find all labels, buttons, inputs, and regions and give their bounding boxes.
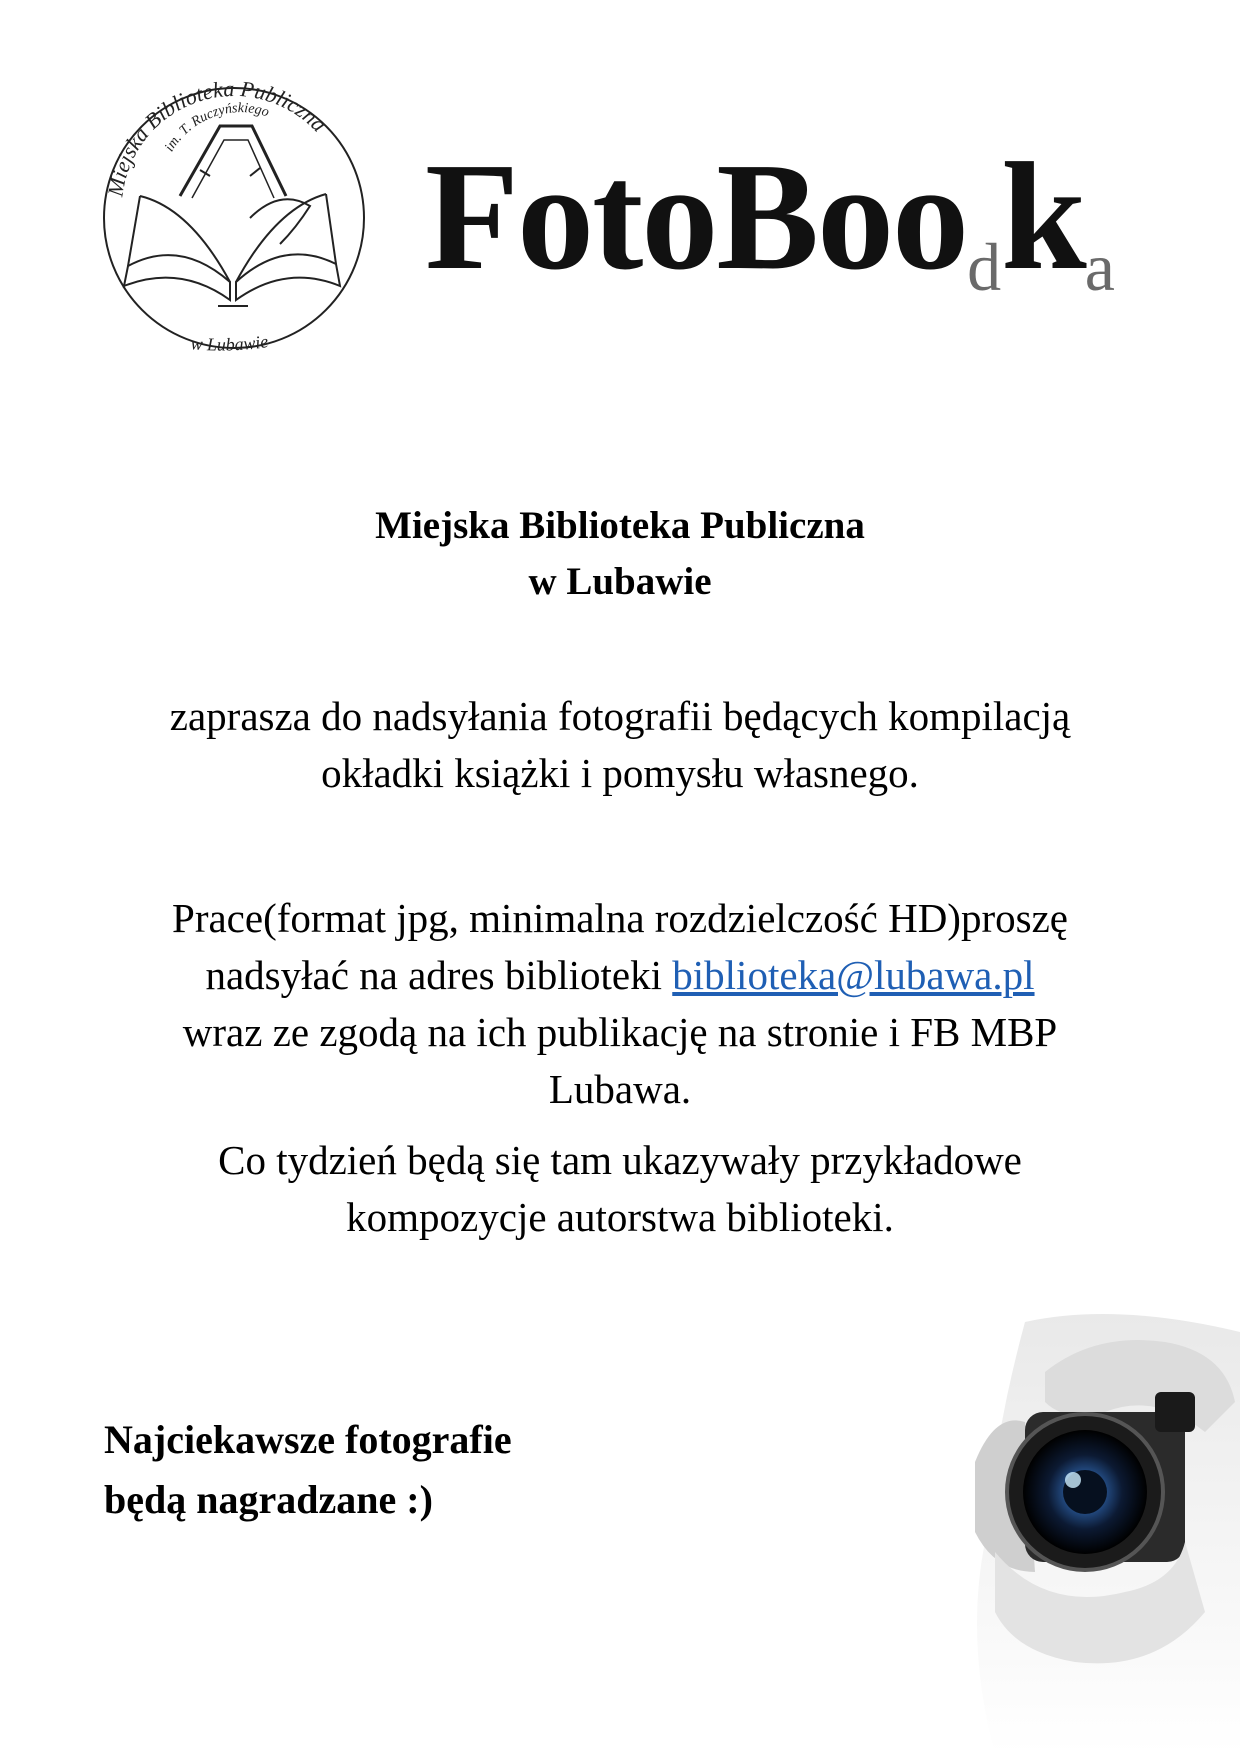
organization-line-1: Miejska Biblioteka Publiczna — [375, 504, 865, 547]
weekly-line-2: kompozycje autorstwa biblioteki. — [346, 1194, 894, 1240]
fotobooka-title — [425, 132, 1115, 305]
title-sub-1: d — [967, 229, 1002, 305]
instructions-line-1: Prace(format jpg, minimalna rozdzielczość HD)proszę — [172, 895, 1068, 941]
camera-photo — [955, 1312, 1240, 1754]
logo-inner-text: im. T. Ruczyńskiego — [162, 101, 271, 155]
logo-bottom-text: w Lubawie — [190, 331, 270, 355]
organization-heading — [0, 498, 1240, 610]
weekly-line-1: Co tydzień będą się tam ukazywały przykładowe — [218, 1137, 1022, 1183]
instructions-line-4: Lubawa. — [548, 1066, 692, 1112]
title-main-1: FotoBoo — [425, 132, 968, 302]
title-main-2: k — [1001, 132, 1085, 302]
title-sub-2: a — [1084, 229, 1115, 305]
instructions-line-2 — [100, 947, 1140, 1004]
instructions-line-3: wraz ze zgodą na ich publikację na stronie i FB MBP — [182, 1009, 1058, 1055]
logo-top-text: Miejska Biblioteka Publiczna — [102, 75, 332, 199]
closing-line-2: będą nagradzane :) — [104, 1477, 433, 1522]
weekly-paragraph — [100, 1132, 1140, 1246]
email-link[interactable]: biblioteka@lubawa.pl — [672, 952, 1035, 998]
organization-line-2: w Lubawie — [528, 560, 712, 603]
invitation-line-2: okładki książki i pomysłu własnego. — [321, 750, 919, 796]
library-logo — [100, 68, 368, 368]
invitation-paragraph — [100, 688, 1140, 802]
invitation-line-1: zaprasza do nadsyłania fotografii będących kompilacją — [169, 693, 1071, 739]
instructions-line-2-text: nadsyłać na adres biblioteki — [205, 952, 673, 998]
open-book-icon — [124, 126, 340, 306]
closing-line-1: Najciekawsze fotografie — [104, 1417, 512, 1462]
closing-note — [104, 1410, 512, 1530]
instructions-paragraph — [100, 890, 1140, 1118]
